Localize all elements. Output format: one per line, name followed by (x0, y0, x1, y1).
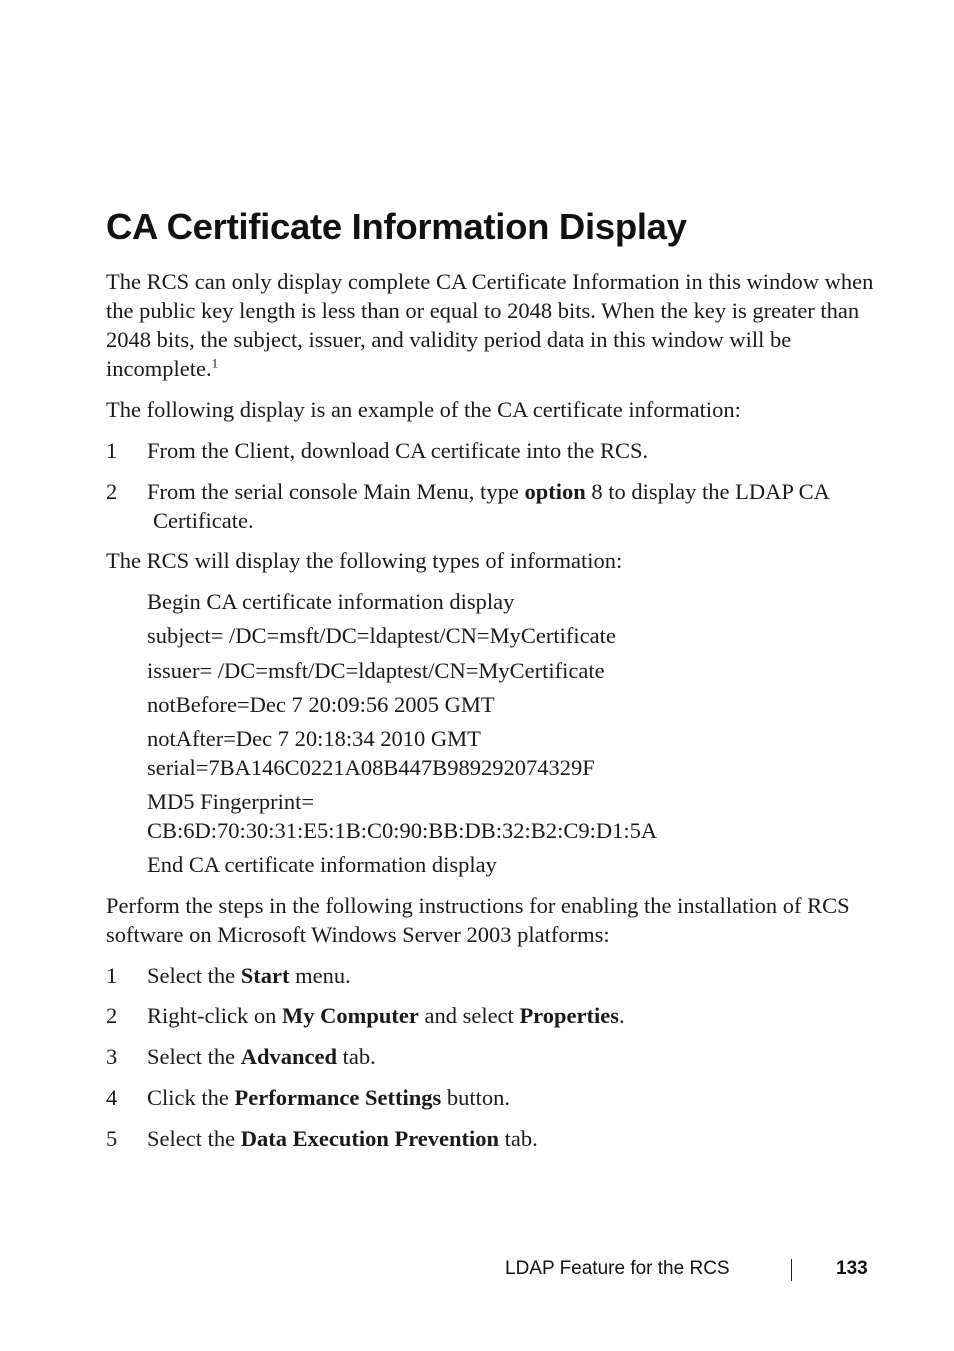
step-a1-text: From the Client, download CA certificate into the RCS. (147, 438, 649, 463)
step-ui-term: My Computer (281, 1003, 419, 1028)
step-text-part: Select the (147, 1126, 241, 1151)
step-text-part: tab. (499, 1126, 538, 1151)
display-line: Begin CA certificate information display (147, 589, 515, 614)
display-line: notAfter=Dec 7 20:18:34 2010 GMT (147, 726, 481, 751)
step-ui-term: Data Execution Prevention (240, 1126, 500, 1151)
display-line: subject= /DC=msft/DC=ldaptest/CN=MyCertificate (147, 623, 616, 648)
perform-intro: Perform the steps in the following instructions for enabling the installation of RCS software on Microsoft Windows Server 2003 platforms: (106, 893, 850, 947)
step-text-part: tab. (336, 1044, 376, 1069)
footnote-ref: 1 (211, 355, 219, 371)
intro-paragraph (106, 267, 886, 383)
step-a2-bold: option (524, 479, 586, 504)
step-b3-text (147, 1042, 887, 1071)
display-line: MD5 Fingerprint= (147, 789, 315, 814)
types-intro: The RCS will display the following types of information: (106, 548, 623, 573)
step-a2-continuation: Certificate. (153, 508, 254, 533)
page-title: CA Certificate Information Display (106, 206, 687, 247)
step-a2-post: 8 to display the LDAP CA (585, 479, 830, 504)
step-text-part: button. (441, 1085, 511, 1110)
example-intro: The following display is an example of the CA certificate information: (106, 397, 741, 422)
step-a1-number: 1 (106, 438, 118, 463)
intro-text: The RCS can only display complete CA Certificate Information in this window when the public key length is less than or equal to 2048 bits. When the key is greater than 2048 bits, the subject, issuer, and validity period data in this window will be incomplete. (106, 269, 874, 381)
step-ui-term: Advanced (240, 1044, 337, 1069)
display-line: serial=7BA146C0221A08B447B989292074329F (147, 755, 595, 780)
footer-section-title: LDAP Feature for the RCS (505, 1258, 730, 1279)
step-text-part: . (619, 1003, 625, 1028)
display-line: CB:6D:70:30:31:E5:1B:C0:90:BB:DB:32:B2:C9:D1:5A (147, 818, 658, 843)
display-line: End CA certificate information display (147, 852, 497, 877)
page-number: 133 (836, 1258, 868, 1279)
step-b2-text (147, 1001, 887, 1030)
step-b4-number: 4 (106, 1085, 118, 1110)
step-b2-number: 2 (106, 1003, 118, 1028)
step-b5-number: 5 (106, 1126, 118, 1151)
step-ui-term: Start (240, 963, 290, 988)
step-text-part: Select the (147, 963, 241, 988)
display-line: notBefore=Dec 7 20:09:56 2005 GMT (147, 692, 495, 717)
step-a2-pre: From the serial console Main Menu, type (147, 479, 525, 504)
step-b4-text (147, 1083, 887, 1112)
step-text-part: and select (418, 1003, 520, 1028)
step-text-part: menu. (289, 963, 351, 988)
step-text-part: Right-click on (147, 1003, 282, 1028)
step-b1-number: 1 (106, 963, 118, 988)
step-a2-text (147, 477, 887, 506)
step-ui-term: Properties (519, 1003, 619, 1028)
footer-divider (791, 1259, 792, 1281)
step-a2-number: 2 (106, 479, 118, 504)
step-b5-text (147, 1124, 887, 1153)
step-text-part: Click the (147, 1085, 235, 1110)
step-ui-term: Performance Settings (234, 1085, 442, 1110)
step-b3-number: 3 (106, 1044, 118, 1069)
step-b1-text (147, 961, 887, 990)
display-line: issuer= /DC=msft/DC=ldaptest/CN=MyCertificate (147, 658, 605, 683)
step-text-part: Select the (147, 1044, 241, 1069)
